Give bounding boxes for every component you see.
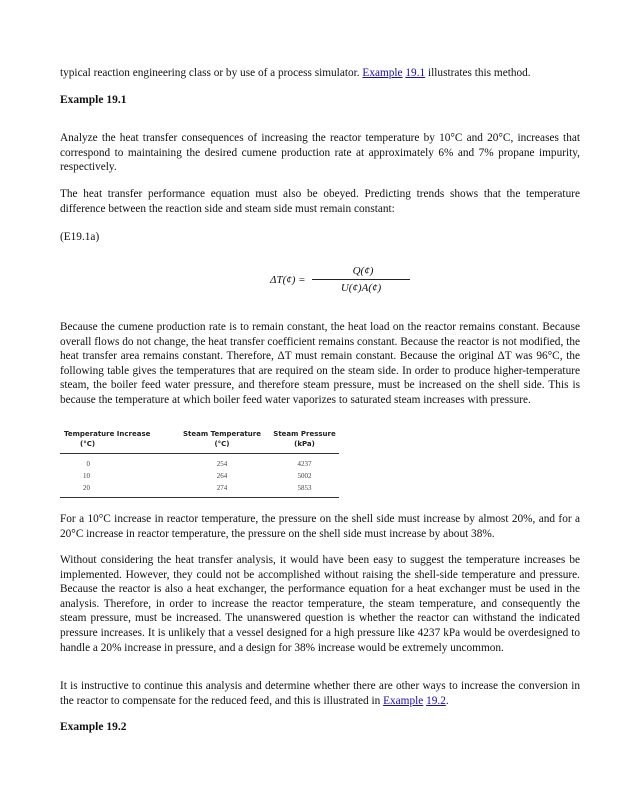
example-19-1-link[interactable]: Example xyxy=(362,67,403,79)
equation-lhs: ΔT(¢) = xyxy=(270,274,306,286)
equation-numerator: Q(¢) xyxy=(352,265,374,277)
equation-label: (E19.1a) xyxy=(60,231,100,243)
paragraph-heat-transfer: The heat transfer performance equation must also be obeyed. Predicting trends shows that the temperature difference between the reaction side and steam side must remain constant: xyxy=(60,188,580,215)
table-bottom-rule xyxy=(60,497,339,498)
paragraph-analyze: Analyze the heat transfer consequences of increasing the reactor temperature by 10°C and 20°C, increases that correspond to maintaining the desired cumene production rate at approximately 6% and 7% propane impurity, respectively. xyxy=(60,132,580,174)
example-19-1-heading: Example 19.1 xyxy=(60,94,127,106)
table-row xyxy=(60,482,339,494)
example-19-2-number-link[interactable]: 19.2 xyxy=(426,694,446,707)
paragraph-constant-heat-load: Because the cumene production rate is to remain constant, the heat load on the reactor remains constant. Because overall flows do not change, the heat transfer coefficient remains constant. Because the reactor is not modified, the heat transfer area remains constant. Therefore, ΔT must remain constant. Because the original ΔT was 96°C, the following table gives the temperatures that are required on the steam side. In order to produce higher-temperature steam, the boiler feed water pressure, and therefore steam pressure, must be increased on the shell side. This is because the temperature at which boiler feed water vaporizes to saturated steam increases with pressure. xyxy=(60,321,580,406)
paragraph-instructive xyxy=(60,679,580,708)
example-19-2-link[interactable]: Example xyxy=(383,694,424,707)
header-steam-pressure: Steam Pressure (kPa) xyxy=(273,430,336,448)
intro-text: typical reaction engineering class or by use of a process simulator. xyxy=(60,67,363,79)
table-cell: 5853 xyxy=(297,484,312,492)
table-cell: 5002 xyxy=(297,472,312,480)
instructive-text-end: . xyxy=(445,694,449,707)
header-temperature-increase: Temperature Increase (°C) xyxy=(64,430,151,448)
equation-denominator: U(¢)A(¢) xyxy=(340,282,382,294)
table-row xyxy=(60,458,339,470)
table-cell: 20 xyxy=(83,484,90,492)
table-cell: 254 xyxy=(216,460,228,468)
paragraph-without-considering: Without considering the heat transfer analysis, it would have been easy to suggest the temperature increases be implemented. However, they could not be accomplished without raising the shell-side temperature and pressure. Because the reactor is also a heat exchanger, the performance equation for a heat exchanger must be used in the analysis. Therefore, in order to increase the reactor temperature, the steam temperature, and consequently the steam pressure, must be increased. The unanswered question is whether the reactor can withstand the indicated pressure increases. It is unlikely that a vessel designed for a high pressure like 4237 kPa would be overdesigned to handle a 20% increase in pressure, and a design for 38% increase would be extremely uncommon. xyxy=(60,554,580,654)
equation-e19-1a xyxy=(270,262,430,298)
table-cell: 4237 xyxy=(297,460,312,468)
fraction-bar xyxy=(312,279,410,280)
example-19-2-heading: Example 19.2 xyxy=(60,721,127,733)
paragraph-pressure-increase: For a 10°C increase in reactor temperature, the pressure on the shell side must increase by almost 20%, and for a 20°C increase in reactor temperature, the pressure on the shell side must increase by about 38%. xyxy=(60,513,580,540)
intro-text-end: illustrates this method. xyxy=(425,67,531,79)
example-19-1-number-link[interactable]: 19.1 xyxy=(405,67,426,79)
steam-conditions-table xyxy=(60,429,339,498)
table-cell: 0 xyxy=(86,460,90,468)
header-steam-temperature: Steam Temperature (°C) xyxy=(183,430,261,448)
table-cell: 10 xyxy=(83,472,90,480)
instructive-text: It is instructive to continue this analysis and determine whether there are other ways to increase the conversion in the reactor to compensate for the reduced feed, and this is illustrated in xyxy=(60,680,580,707)
intro-paragraph xyxy=(60,66,580,81)
table-row xyxy=(60,470,339,482)
table-header-row xyxy=(60,429,339,454)
table-cell: 264 xyxy=(216,472,228,480)
table-cell: 274 xyxy=(216,484,228,492)
